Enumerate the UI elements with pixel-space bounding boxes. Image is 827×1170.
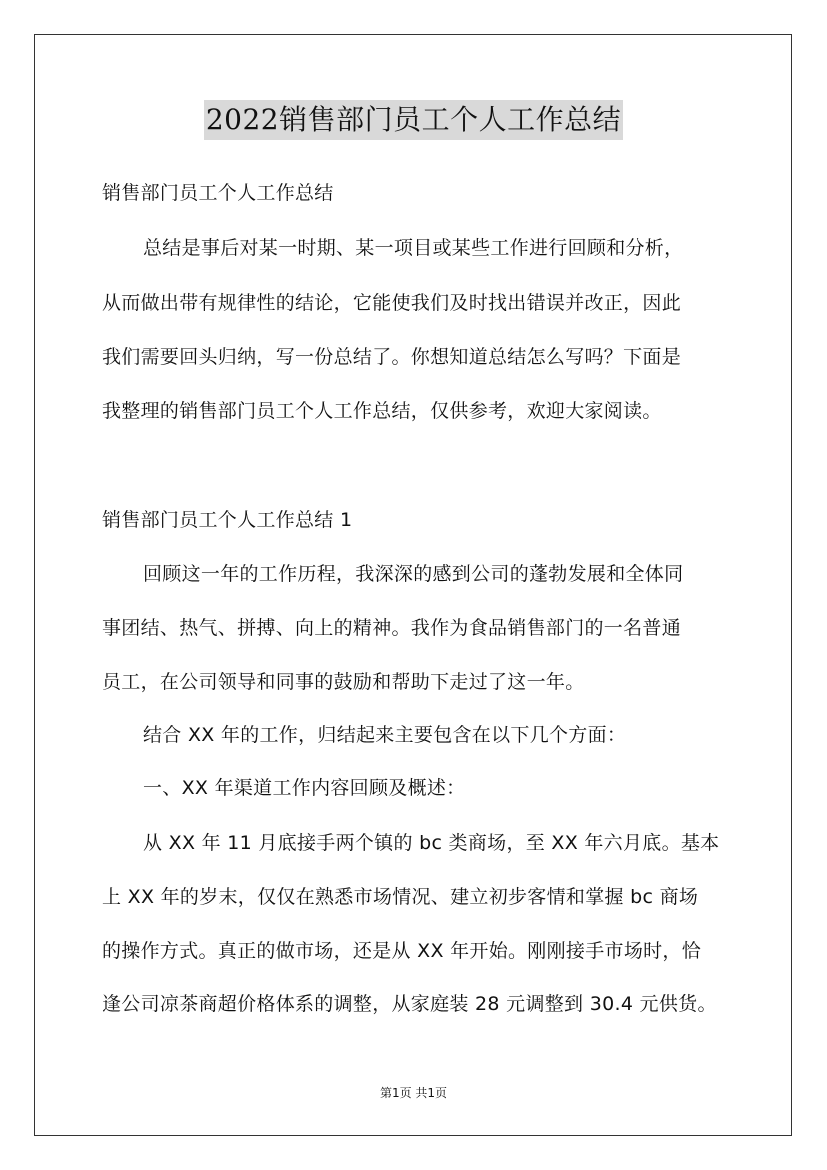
section-heading: 销售部门员工个人工作总结 1 — [102, 509, 353, 531]
paragraph-line: 结合 XX 年的工作，归结起来主要包含在以下几个方面： — [143, 724, 627, 746]
paragraph-line: 的操作方式。真正的做市场，还是从 XX 年开始。刚刚接手市场时，恰 — [102, 940, 702, 962]
title-container — [0, 100, 827, 140]
paragraph-line: 我们需要回头归纳，写一份总结了。你想知道总结怎么写吗？下面是 — [102, 346, 682, 368]
paragraph-line: 我整理的销售部门员工个人工作总结，仅供参考，欢迎大家阅读。 — [102, 400, 662, 422]
paragraph-line: 逢公司凉茶商超价格体系的调整，从家庭装 28 元调整到 30.4 元供货。 — [102, 993, 717, 1015]
paragraph-line: 员工，在公司领导和同事的鼓励和帮助下走过了这一年。 — [102, 671, 585, 693]
paragraph-line: 事团结、热气、拼搏、向上的精神。我作为食品销售部门的一名普通 — [102, 617, 682, 639]
page-number: 第1页 共1页 — [379, 1086, 448, 1100]
document-title: 2022销售部门员工个人工作总结 — [204, 100, 623, 140]
paragraph-line: 上 XX 年的岁末，仅仅在熟悉市场情况、建立初步客情和掌握 bc 商场 — [102, 886, 699, 908]
section-heading: 销售部门员工个人工作总结 — [102, 182, 334, 204]
paragraph-line: 一、XX 年渠道工作内容回顾及概述： — [143, 777, 466, 799]
paragraph-line: 回顾这一年的工作历程，我深深的感到公司的蓬勃发展和全体同 — [143, 563, 684, 585]
paragraph-line: 从 XX 年 11 月底接手两个镇的 bc 类商场，至 XX 年六月底。基本 — [143, 832, 720, 854]
paragraph-line: 从而做出带有规律性的结论，它能使我们及时找出错误并改正，因此 — [102, 292, 682, 314]
paragraph-line: 总结是事后对某一时期、某一项目或某些工作进行回顾和分析， — [143, 237, 684, 259]
